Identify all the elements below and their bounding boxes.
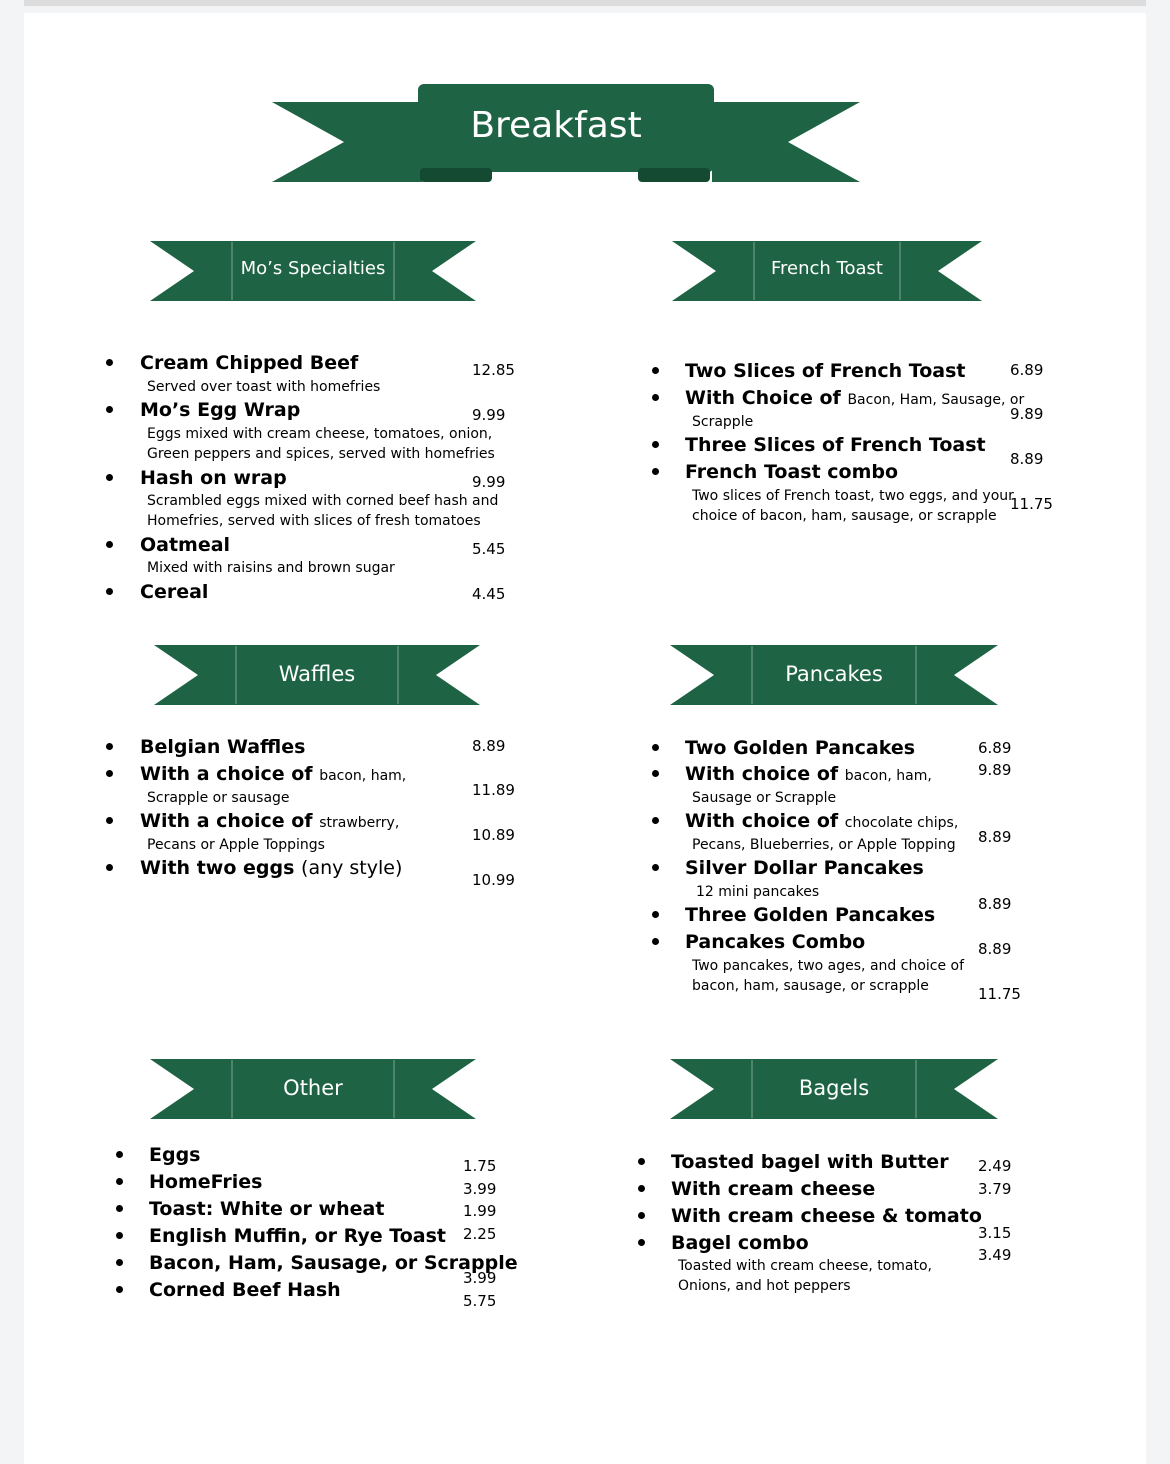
- bullet-dot: [652, 938, 659, 945]
- item-price: 12.85: [472, 361, 515, 379]
- item-price: 11.89: [472, 781, 515, 799]
- item-name: Three Slices of French Toast: [685, 434, 986, 456]
- item-price: 9.99: [472, 473, 506, 491]
- bullet-dot: [652, 394, 659, 401]
- bullet-dot: [106, 541, 113, 548]
- bullet-dot: [638, 1185, 645, 1192]
- bullet-dot: [652, 817, 659, 824]
- section-heading: French Toast: [771, 258, 883, 279]
- item-name: Silver Dollar Pancakes: [685, 857, 924, 879]
- bullet-dot: [652, 441, 659, 448]
- item-name: English Muffin, or Rye Toast: [149, 1225, 446, 1247]
- item-desc: Green peppers and spices, served with homefries: [147, 446, 495, 462]
- bullet-dot: [652, 468, 659, 475]
- item-desc: Two pancakes, two ages, and choice of: [692, 958, 965, 974]
- item-desc: Eggs mixed with cream cheese, tomatoes, onion,: [147, 426, 493, 442]
- item-desc: Homefries, served with slices of fresh tomatoes: [147, 513, 481, 529]
- item-desc: choice of bacon, ham, sausage, or scrapple: [692, 508, 997, 524]
- item-price: 10.89: [472, 826, 515, 844]
- item-price: 8.89: [472, 737, 506, 755]
- bullet-dot: [116, 1259, 123, 1266]
- item-price: 11.75: [978, 985, 1021, 1003]
- bullet-dot: [652, 367, 659, 374]
- item-price: 1.99: [463, 1202, 497, 1220]
- bullet-dot: [106, 817, 113, 824]
- item-desc: Toasted with cream cheese, tomato,: [678, 1258, 933, 1274]
- bullet-dot: [106, 359, 113, 366]
- item-name: Two Golden Pancakes: [685, 737, 916, 759]
- section-heading: Bagels: [798, 1076, 870, 1100]
- item-price: 3.49: [978, 1246, 1012, 1264]
- item-name: Belgian Waffles: [140, 736, 306, 758]
- item-name: Eggs: [149, 1144, 201, 1166]
- bullet-dot: [652, 864, 659, 871]
- item-price: 5.75: [463, 1292, 497, 1310]
- item-desc: Scrapple: [692, 414, 754, 430]
- item-desc: Two slices of French toast, two eggs, and your: [692, 488, 1014, 504]
- item-price: 3.99: [463, 1269, 497, 1287]
- item-price: 4.45: [472, 585, 506, 603]
- bullet-dot: [116, 1286, 123, 1293]
- item-price: 11.75: [1010, 495, 1053, 513]
- item-desc: Onions, and hot peppers: [678, 1278, 851, 1294]
- bullet-dot: [652, 911, 659, 918]
- item-price: 3.79: [978, 1180, 1012, 1198]
- item-price: 5.45: [472, 540, 506, 558]
- bullet-dot: [106, 474, 113, 481]
- item-name: With cream cheese: [671, 1178, 876, 1200]
- item-name: Cream Chipped Beef: [140, 352, 359, 374]
- item-desc: Sausage or Scrapple: [692, 790, 837, 806]
- bullet-dot: [638, 1239, 645, 1246]
- item-price: 3.15: [978, 1224, 1012, 1242]
- item-name: Cereal: [140, 581, 209, 603]
- item-name: Corned Beef Hash: [149, 1279, 341, 1301]
- item-desc: Mixed with raisins and brown sugar: [147, 560, 395, 576]
- section-heading: Mo’s Specialties: [240, 258, 386, 279]
- item-desc: Pecans, Blueberries, or Apple Topping: [692, 837, 956, 853]
- item-name: With choice of bacon, ham,: [685, 763, 932, 785]
- item-name: Two Slices of French Toast: [685, 360, 966, 382]
- bullet-dot: [116, 1151, 123, 1158]
- item-name: French Toast combo: [685, 461, 899, 483]
- item-desc: Scrambled eggs mixed with corned beef hash and: [147, 493, 499, 509]
- page-title: Breakfast: [470, 105, 642, 146]
- item-name: Toast: White or wheat: [149, 1198, 385, 1220]
- item-price: 1.75: [463, 1157, 497, 1175]
- section-heading: Waffles: [278, 662, 356, 686]
- item-price: 8.89: [1010, 450, 1044, 468]
- item-name: With a choice of bacon, ham,: [140, 763, 407, 785]
- item-price: 2.25: [463, 1225, 497, 1243]
- item-price: 8.89: [978, 940, 1012, 958]
- item-name: Pancakes Combo: [685, 931, 866, 953]
- item-name: With a choice of strawberry,: [140, 810, 400, 832]
- item-name: Toasted bagel with Butter: [671, 1151, 949, 1173]
- item-name: With choice of chocolate chips,: [685, 810, 959, 832]
- item-price: 8.89: [978, 895, 1012, 913]
- item-desc: 12 mini pancakes: [696, 884, 820, 900]
- item-name: Bagel combo: [671, 1232, 809, 1254]
- bullet-dot: [106, 743, 113, 750]
- item-price: 3.99: [463, 1180, 497, 1198]
- item-desc: bacon, ham, sausage, or scrapple: [692, 978, 929, 994]
- item-name: Oatmeal: [140, 534, 231, 556]
- bullet-dot: [652, 770, 659, 777]
- item-name: Bacon, Ham, Sausage, or Scrapple: [149, 1252, 518, 1274]
- bullet-dot: [116, 1205, 123, 1212]
- item-name: With two eggs (any style): [140, 857, 403, 879]
- item-price: 9.89: [978, 761, 1012, 779]
- item-name: HomeFries: [149, 1171, 263, 1193]
- bullet-dot: [638, 1158, 645, 1165]
- bullet-dot: [106, 588, 113, 595]
- top-scroll-bar: [24, 0, 1146, 6]
- item-price: 6.89: [978, 739, 1012, 757]
- section-heading: Pancakes: [785, 662, 883, 686]
- item-price: 9.89: [1010, 405, 1044, 423]
- item-price: 6.89: [1010, 361, 1044, 379]
- item-desc: Scrapple or sausage: [147, 790, 290, 806]
- item-desc: Served over toast with homefries: [147, 379, 381, 395]
- bullet-dot: [106, 864, 113, 871]
- item-price: 10.99: [472, 871, 515, 889]
- item-name: Three Golden Pancakes: [685, 904, 936, 926]
- bullet-dot: [106, 770, 113, 777]
- bullet-dot: [652, 744, 659, 751]
- bullet-dot: [116, 1232, 123, 1239]
- item-name: With cream cheese & tomato: [671, 1205, 982, 1227]
- item-price: 2.49: [978, 1157, 1012, 1175]
- item-desc: Pecans or Apple Toppings: [147, 837, 325, 853]
- item-name: Mo’s Egg Wrap: [140, 399, 301, 421]
- item-price: 8.89: [978, 828, 1012, 846]
- section-heading: Other: [283, 1076, 343, 1100]
- bullet-dot: [106, 406, 113, 413]
- bullet-dot: [116, 1178, 123, 1185]
- bullet-dot: [638, 1212, 645, 1219]
- item-name: Hash on wrap: [140, 467, 287, 489]
- item-price: 9.99: [472, 406, 506, 424]
- item-name: With Choice of Bacon, Ham, Sausage, or: [685, 387, 1025, 409]
